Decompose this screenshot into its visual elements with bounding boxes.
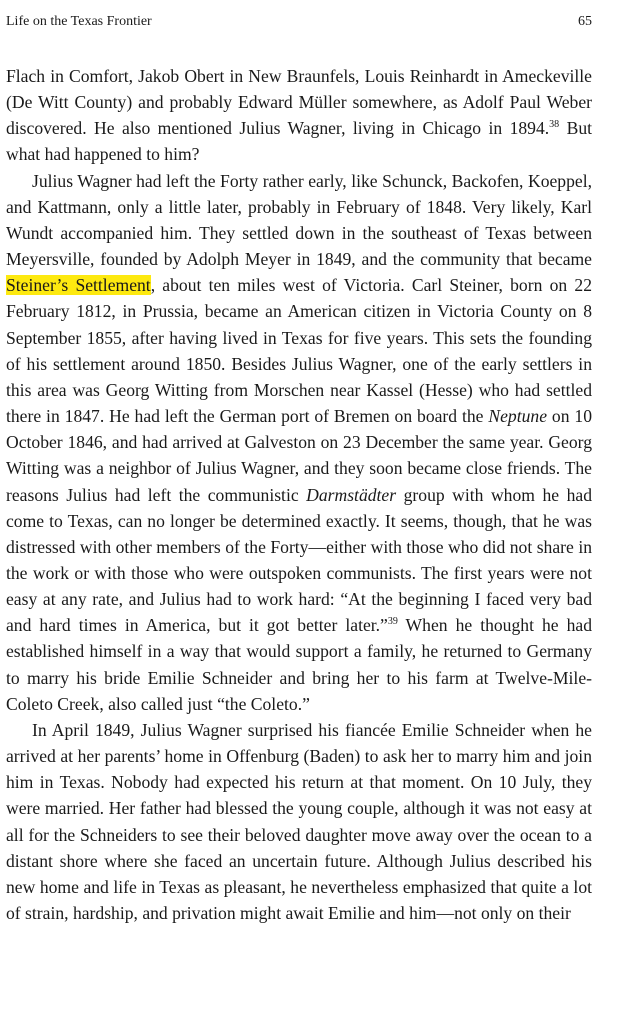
running-title: Life on the Texas Frontier	[6, 14, 152, 29]
text-run: Julius Wagner had left the Forty rather early, like Schunck, Backofen, Koeppel, and Kattmann, only a little later, probably in February of 1848. Very likely, Karl Wundt accompanied him. They settled down in the southeast of Texas between Meyersville, founded by Adolph Meyer in 1849, and the community that became	[6, 170, 592, 270]
text-run: When he thought he had established himself in a way that would support a family, he returned to Germany to marry his bride Emilie Schneider and bring her to his farm at Twelve-Mile-Coleto Creek, also called just “the Coleto.”	[6, 615, 592, 714]
text-run: , about ten miles west of Victoria. Carl Steiner, born on 22 February 1812, in Prussia, became an American citizen in Victoria County on 8 September 1855, after having lived in Texas for five years. This sets the founding of his settlement around 1850. Besides Julius Wagner, one of the early settlers in this area was Georg Witting from Morschen near Kassel (Hesse) who had settled there in 1847. He had left the German port of Bremen on board the	[6, 275, 592, 427]
italic-term: Neptune	[488, 406, 548, 427]
text-run: Flach in Comfort, Jakob Obert in New Braunfels, Louis Reinhardt in Ameckeville (De Witt County) and probably Edward Müller somewhere, as Adolf Paul Weber discovered. He also mentioned Julius Wagner, living in Chicago in 1894.	[6, 66, 592, 139]
page-number: 65	[578, 14, 592, 29]
text-run: In April 1849, Julius Wagner surprised his fiancée Emilie Schneider when he arrived at her parents’ home in Offenburg (Baden) to ask her to marry him and join him in Texas. Nobody had expected his return at that moment. On 10 July, they were married. Her father had blessed the young couple, although it was not easy at all for the Schneiders to see their beloved daughter move away over the ocean to a distant shore where she faced an uncertain future. Although Julius described his new home and life in Texas as pleasant, he nevertheless emphasized that quite a lot of strain, hardship, and privation might await Emilie and him—not only on their	[6, 719, 592, 923]
italic-term: Darmstädter	[306, 484, 397, 505]
body-text	[6, 63, 592, 926]
highlighted-phrase: Steiner’s Settlement	[6, 275, 151, 296]
paragraph	[6, 168, 592, 717]
footnote-marker: 39	[387, 616, 398, 628]
text-run: group with whom he had come to Texas, can no longer be determined exactly. It seems, though, that he was distressed with other members of the Forty—either with those who did not share in the work or with those who were outspoken communists. The first years were not easy at any rate, and Julius had to work hard: “At the beginning I faced very bad and hard times in America, but it got better later.”	[6, 484, 592, 636]
paragraph	[6, 717, 592, 926]
footnote-marker: 38	[549, 119, 560, 131]
page-header	[6, 12, 592, 32]
text-run: But what had happened to him?	[6, 118, 593, 165]
text-run: on 10 October 1846, and had arrived at Galveston on 23 December the same year. Georg Witting was a neighbor of Julius Wagner, and they soon became close friends. The reasons Julius had left the communistic	[6, 406, 592, 505]
paragraph	[6, 63, 592, 168]
